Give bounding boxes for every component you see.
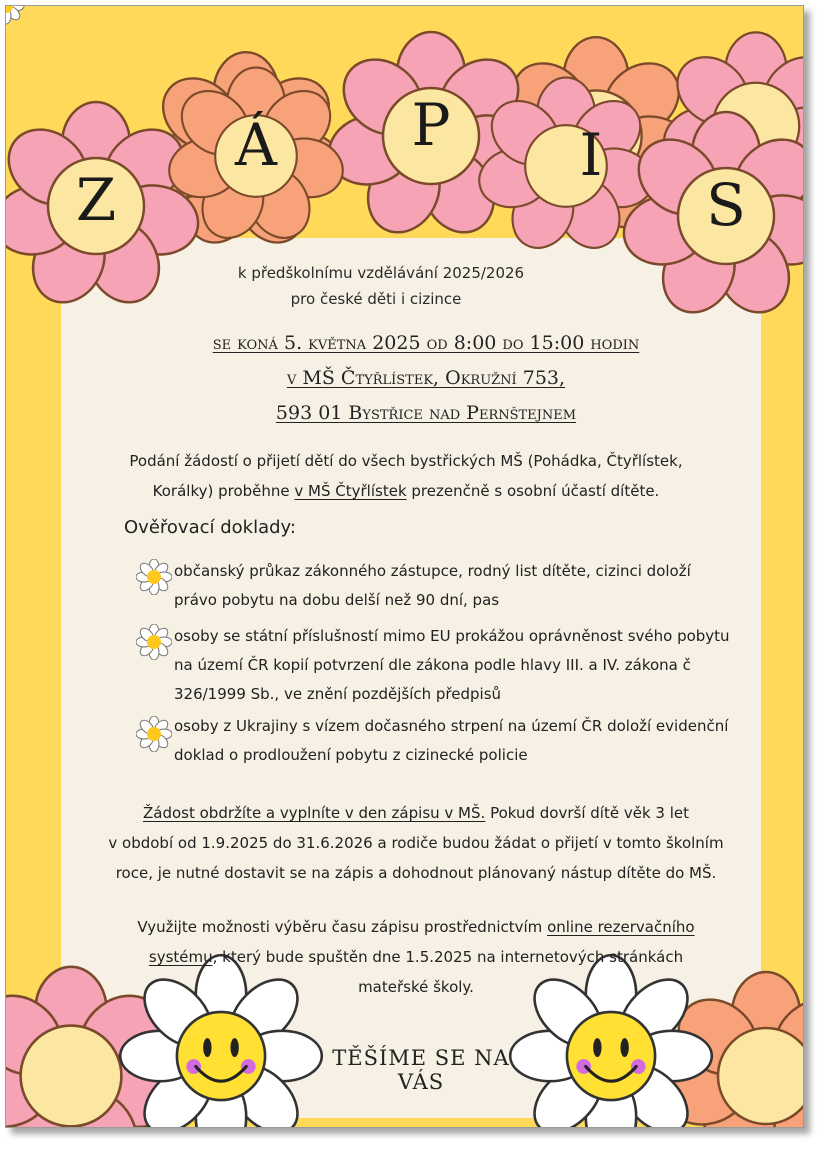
subtitle-line-2: pro české děti i cizince <box>290 290 462 308</box>
title-letter-i: I <box>579 121 603 189</box>
closing-text: TĚŠÍME SE NA VÁS <box>332 1046 510 1094</box>
intro-text-a: Korálky) proběhne <box>152 482 295 500</box>
subtitle-line-1: k předškolnímu vzdělávání 2025/2026 <box>237 264 525 282</box>
document-item-2: osoby se státní příslušností mimo EU prokážou oprávněnost svého pobytu na území ČR kopií potvrzení dle zákona podle hlavy III. a IV. zákona č 326/1999 Sb., ve znění pozdějších předpisů <box>174 627 730 703</box>
bullet-daisy-icon <box>136 716 172 752</box>
title-letter-z: Z <box>75 166 117 234</box>
bullet-daisy-icon <box>136 624 172 660</box>
application-paragraph <box>71 798 761 888</box>
intro-location-link: v MŠ Čtyřlístek <box>294 482 407 500</box>
title-letter-s: S <box>706 171 746 239</box>
application-rest: Pokud dovrší dítě věk 3 let <box>485 804 689 822</box>
application-line-3: roce, je nutné dostavit se na zápis a dohodnout plánovaný nástup dítěte do MŠ. <box>115 864 717 882</box>
document-item-3: osoby z Ukrajiny s vízem dočasného strpení na území ČR doloží evidenční doklad o prodloužení pobytu z cizinecké policie <box>174 717 729 764</box>
application-line-1 <box>71 798 761 828</box>
reservation-link-1[interactable]: online rezervačního <box>547 918 695 936</box>
reservation-line-1 <box>86 912 746 942</box>
intro-line-2 <box>56 476 756 506</box>
event-place: v MŠ Čtyřlístek, Okružní 753, <box>286 367 566 389</box>
documents-heading: Ověřovací doklady: <box>124 517 296 538</box>
intro-text-b: prezenčně s osobní účastí dítěte. <box>406 482 660 500</box>
application-underlined: Žádost obdržíte a vyplníte v den zápisu v MŠ. <box>143 804 486 822</box>
title-letter-p: P <box>411 91 451 159</box>
reservation-link-2[interactable]: systému <box>148 948 213 966</box>
application-line-2: v období od 1.9.2025 do 31.6.2026 a rodiče budou žádat o přijetí v tomto školním <box>108 834 724 852</box>
bullet-daisy-icon <box>136 559 172 595</box>
reservation-line-3: mateřské školy. <box>358 978 474 996</box>
reservation-paragraph <box>86 912 746 1002</box>
title-letter-a: Á <box>235 111 277 179</box>
intro-line-1: Podání žádostí o přijetí dětí do všech bystřických MŠ (Pohádka, Čtyřlístek, <box>129 452 683 470</box>
reservation-text-b: , který bude spuštěn dne 1.5.2025 na internetových stránkách <box>212 948 684 966</box>
event-address: 593 01 Bystřice nad Pernštejnem <box>275 402 577 424</box>
poster <box>5 5 804 1128</box>
reservation-line-2 <box>86 942 746 972</box>
intro-paragraph <box>56 446 756 506</box>
document-item-1: občanský průkaz zákonného zástupce, rodný list dítěte, cizinci doloží právo pobytu na dobu delší než 90 dní, pas <box>174 562 691 609</box>
event-date: se koná 5. května 2025 od 8:00 do 15:00 hodin <box>212 332 640 354</box>
reservation-text-a: Využijte možnosti výběru času zápisu prostřednictvím <box>137 918 548 936</box>
